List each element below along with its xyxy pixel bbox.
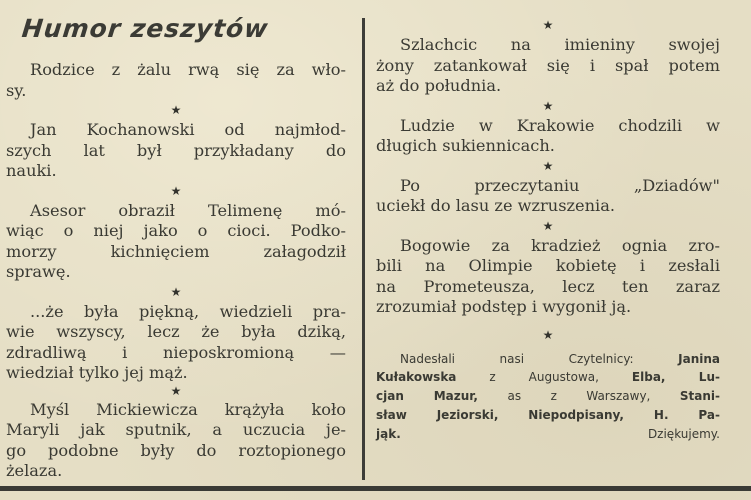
credit-name: Kułakowska — [376, 370, 457, 385]
joke-paragraph: Ludzie w Krakowie chodzili w długich sukiennicach. — [376, 115, 720, 155]
star-separator: ★ — [170, 103, 182, 117]
credit-name: cjan Mazur, — [376, 389, 478, 404]
star-separator: ★ — [542, 18, 554, 32]
joke-paragraph: Bogowie za kradzież ognia zro- bili na Olimpie kobietę i zesłali na Prometeusza, lecz ten zaraz zrozumiał podstęp i wygonił ją. — [376, 235, 720, 316]
bottom-rule — [0, 486, 751, 491]
credit-name: sław Jeziorski, Niepodpisany, H. Pa- — [376, 407, 720, 422]
credit-name: Stani- — [679, 389, 720, 404]
column-divider — [362, 18, 365, 480]
joke-paragraph: Asesor obraził Telimenę mó- wiąc o niej jako o cioci. Podko- morzy kichnięciem załagodził sprawę. — [6, 200, 346, 281]
star-separator: ★ — [170, 284, 182, 299]
credit-name: Janina — [678, 351, 720, 366]
article-title: Humor zeszytów — [20, 14, 270, 43]
joke-paragraph: Szlachcic na imieniny swojej żony zatankował się i spał potem aż do południa. — [376, 35, 720, 95]
credit-name: Elba, Lu- — [631, 370, 720, 385]
reader-credits: Nadesłali nasi Czytelnicy: Janina Kułakowska z Augustowa, Elba, Lu- cjan Mazur, as z Warszawy, Stani- sław Jeziorski, Niepodpisany, H. Pa- jąk. Dziękujemy. — [376, 350, 720, 444]
joke-paragraph: Jan Kochanowski od najmłod- szych lat był przykładany do nauki. — [6, 120, 346, 180]
credit-name: jąk. — [376, 426, 401, 441]
star-separator: ★ — [170, 383, 182, 398]
joke-paragraph: Po przeczytaniu „Dziadów" uciekł do lasu ze wzruszenia. — [376, 175, 720, 215]
star-separator: ★ — [170, 183, 182, 198]
joke-paragraph: Myśl Mickiewicza krążyła koło Maryli jak sputnik, a uczucia je- go podobne były do roztopionego żelaza. — [6, 399, 346, 480]
star-separator: ★ — [542, 327, 554, 342]
joke-paragraph: Rodzice z żalu rwą się za wło- sy. — [6, 60, 346, 100]
joke-paragraph: ...że była piękną, wiedzieli pra- wie wszyscy, lecz że była dziką, zdradliwą i nieposkromioną — wiedział tylko jej mąż. — [6, 301, 346, 382]
thanks-text: Dziękujemy. — [647, 426, 720, 441]
right-column — [376, 12, 720, 443]
star-separator: ★ — [542, 98, 554, 113]
star-separator: ★ — [542, 158, 554, 173]
left-column — [6, 60, 346, 482]
star-separator: ★ — [542, 218, 554, 233]
